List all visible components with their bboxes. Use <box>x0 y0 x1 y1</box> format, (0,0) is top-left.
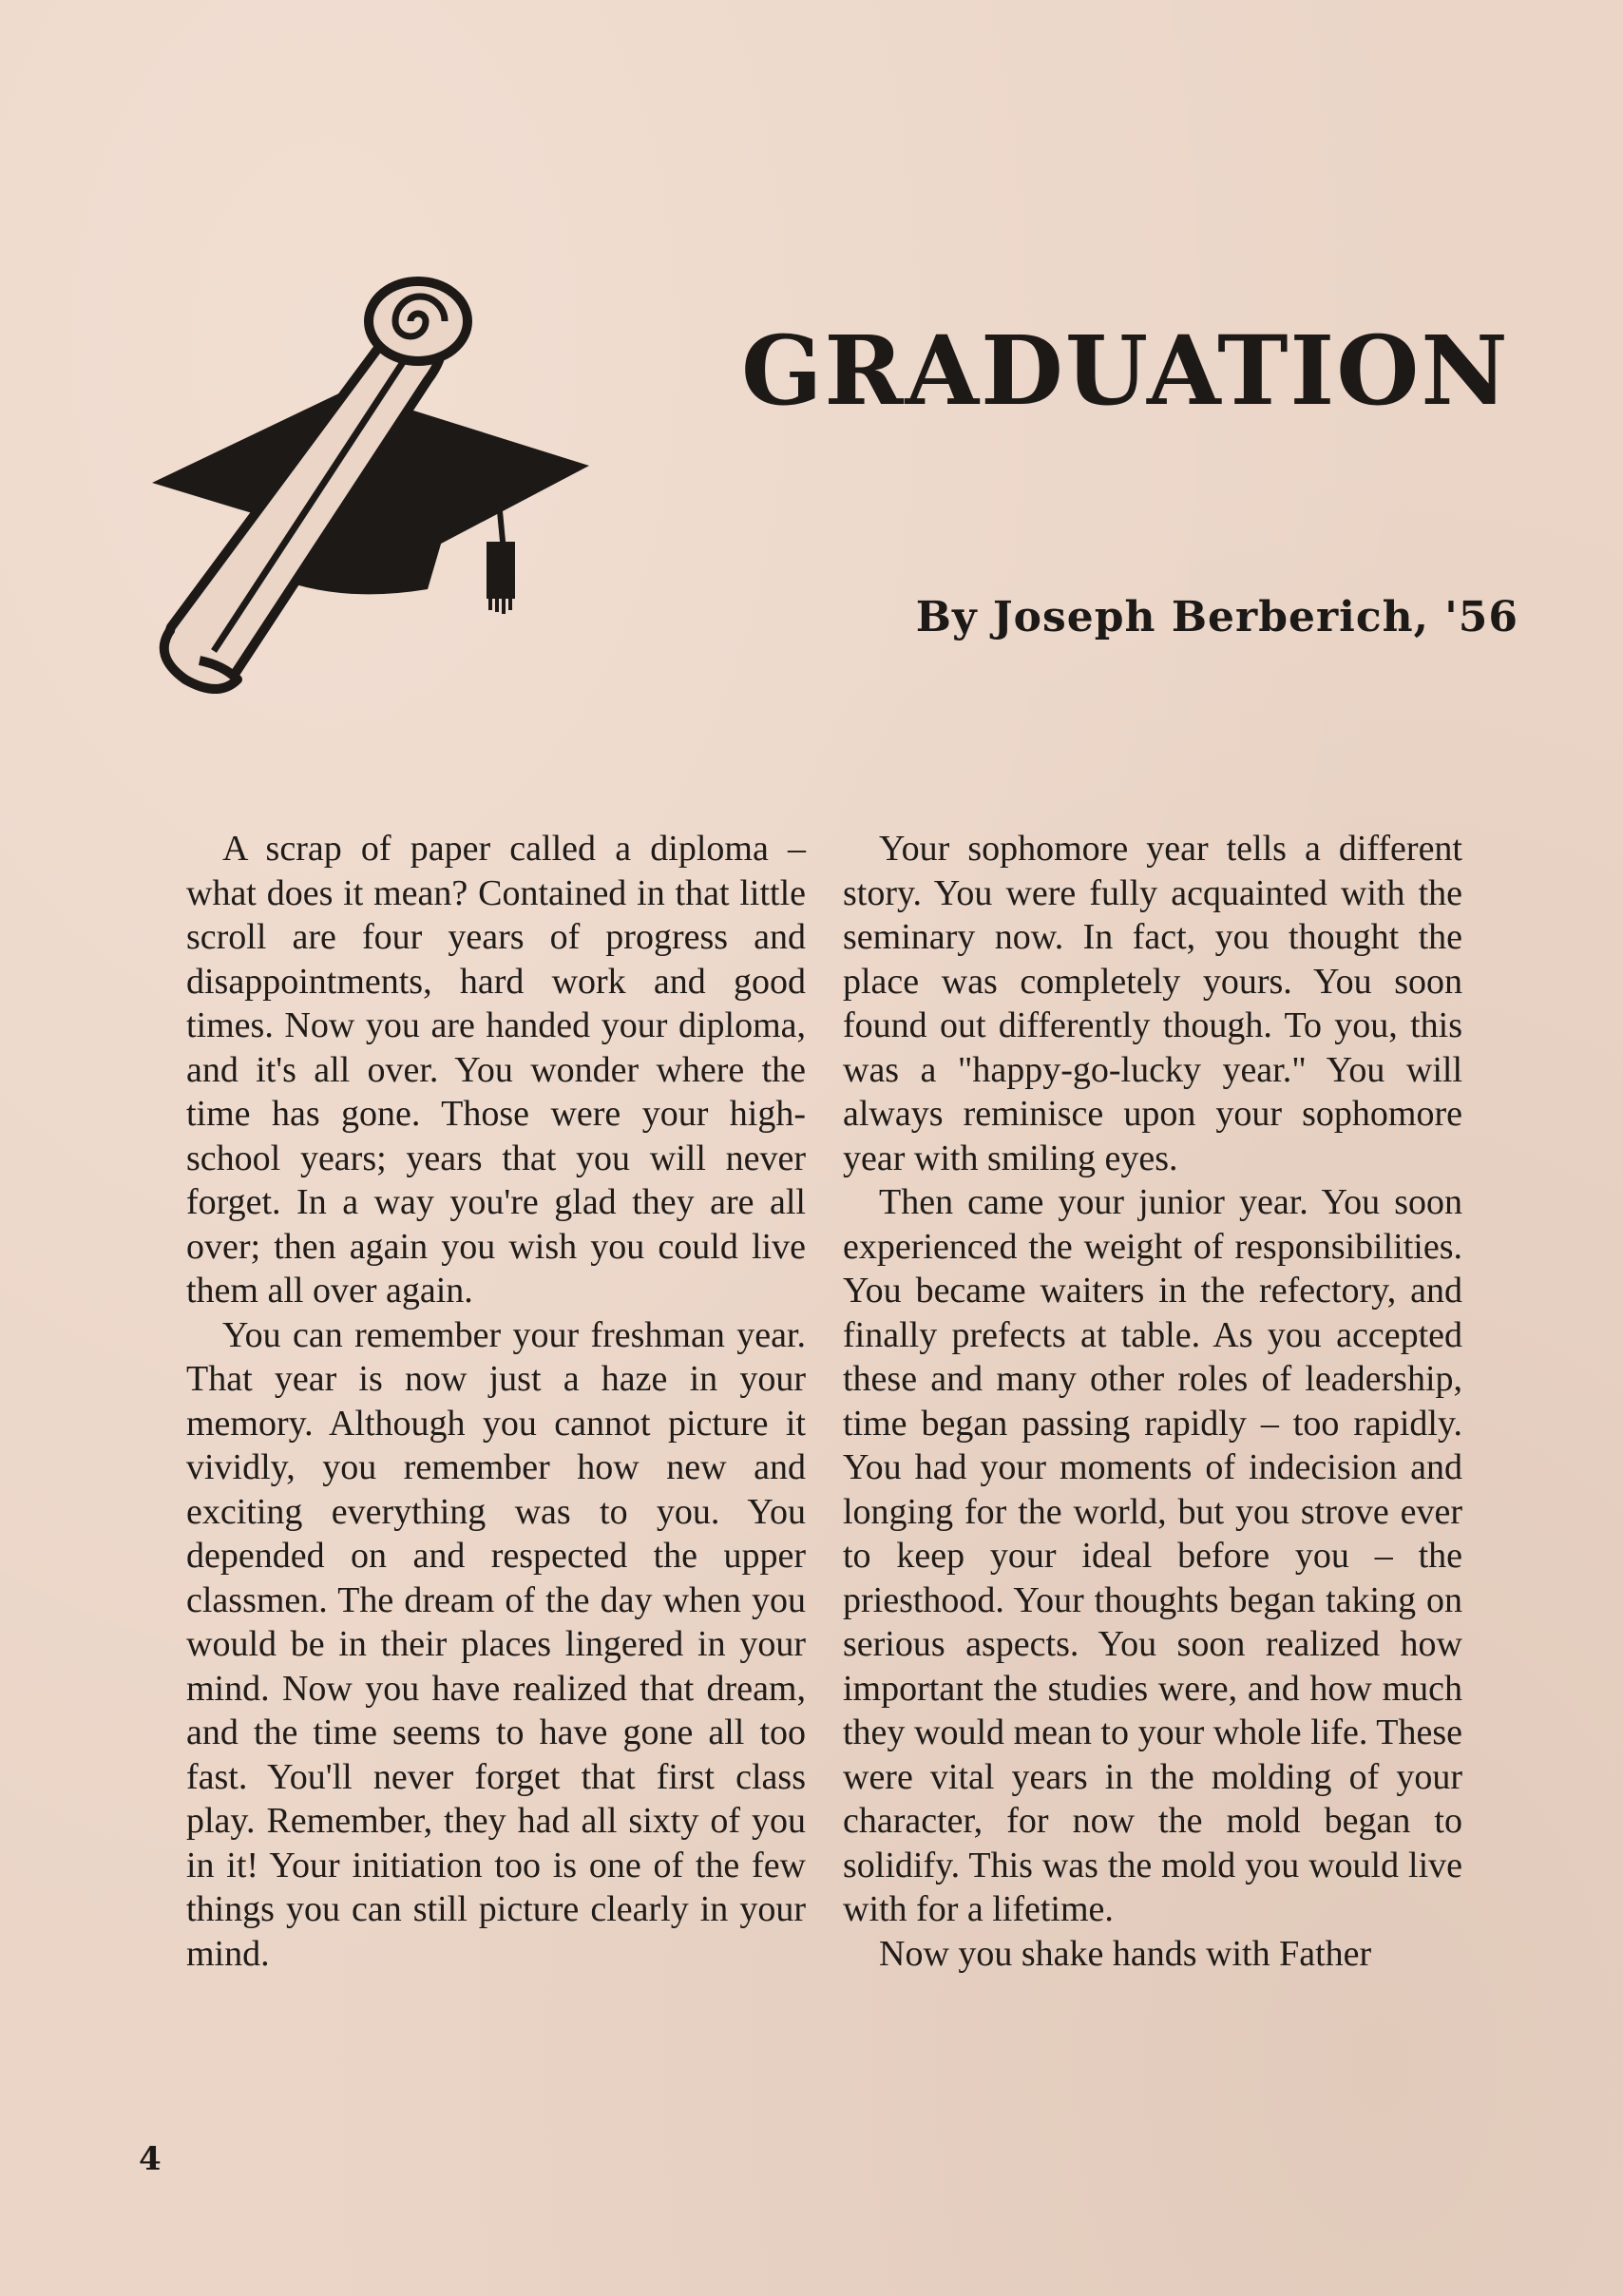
article-title: GRADUATION <box>741 315 1510 427</box>
text-column-left <box>186 827 806 1976</box>
page-number: 4 <box>139 2140 162 2178</box>
diploma-and-mortarboard-icon <box>143 276 599 694</box>
paragraph: Your sophomore year tells a different story. You were fully acquainted with the seminary now. In fact, you thought the place was completely yours. You soon found out differently though. To you, this was a "happy-go-lucky year." You will always reminisce upon your sophomore year with smiling eyes. <box>843 829 1462 1178</box>
paragraph: A scrap of paper called a diploma – what does it mean? Contained in that little scroll are four years of progress and disappointments, hard work and good times. Now you are handed your diploma, and it's all over. You wonder where the time has gone. Those were your high-school years; years that you will never forget. In a way you're glad they are all over; then again you wish you could live them all over again. <box>186 829 806 1311</box>
text-column-right <box>843 827 1462 1976</box>
article-byline: By Joseph Berberich, '56 <box>915 593 1518 641</box>
paragraph: Now you shake hands with Father <box>879 1933 1372 1974</box>
paragraph: You can remember your freshman year. That year is now just a haze in your memory. Although you cannot picture it vividly, you remember how new and exciting everything was to you. You depended on and respected the upper classmen. The dream of the day when you would be in their places lingered in your mind. Now you have realized that dream, and the time seems to have gone all too fast. You'll never forget that first class play. Remember, they had all sixty of you in it! Your initiation too is one of the few things you can still picture clearly in your mind. <box>186 1314 806 1974</box>
paragraph: Then came your junior year. You soon experienced the weight of responsibilities. You became waiters in the refectory, and finally prefects at table. As you accepted these and many other roles of leadership, time began passing rapidly – too rapidly. You had your moments of indecision and longing for the world, but you strove ever to keep your ideal before you – the priesthood. Your thoughts began taking on serious aspects. You soon realized how important the studies were, and how much they would mean to your whole life. These were vital years in the molding of your character, for now the mold began to solidify. This was the mold you would live with for a lifetime. <box>843 1182 1462 1929</box>
